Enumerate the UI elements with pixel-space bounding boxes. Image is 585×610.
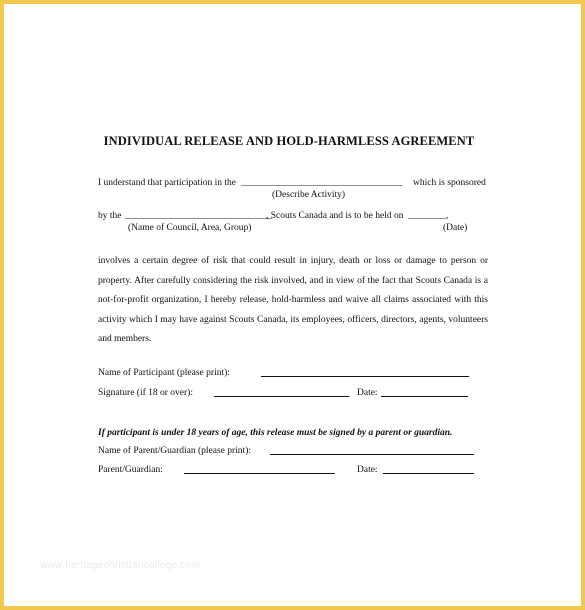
guardian-signature-line[interactable]	[184, 473, 335, 474]
date-label: Date:	[357, 388, 378, 398]
council-blank: _______________________________	[125, 211, 273, 221]
document-title: INDIVIDUAL RELEASE AND HOLD-HARMLESS AGREEMENT	[103, 134, 475, 148]
date-caption: (Date)	[443, 223, 468, 233]
activity-blank: __________________________________	[241, 178, 403, 188]
signature-line[interactable]	[214, 396, 349, 397]
watermark: www.heritagechristiancollege.com	[40, 560, 201, 571]
held-on-text: , Scouts Canada and is to be held on	[266, 211, 404, 221]
date-blank: ________,	[408, 211, 449, 221]
sponsored-suffix: which is sponsored	[413, 178, 486, 188]
activity-caption: (Describe Activity)	[272, 190, 346, 200]
guardian-signature-label: Parent/Guardian:	[98, 465, 163, 475]
guardian-date-line[interactable]	[383, 473, 474, 474]
guardian-note: If participant is under 18 years of age, this release must be signed by a parent or guardian.	[98, 428, 453, 438]
participant-name-line[interactable]	[261, 376, 469, 377]
participation-prefix: I understand that participation in the	[98, 178, 236, 188]
document-page	[4, 4, 581, 606]
release-paragraph: involves a certain degree of risk that could result in injury, death or loss or damage to person or property. After carefully considering the risk involved, and in view of the fact that Scouts Canada is a not-for-profit organization, I hereby release, hold-harmless and waive all claims associated with this activity which I may have against Scouts Canada, its employees, officers, directors, agents, volunteers and members.	[98, 256, 488, 344]
signature-label: Signature (if 18 or over):	[98, 388, 193, 398]
council-caption: (Name of Council, Area, Group)	[128, 223, 252, 233]
guardian-date-label: Date:	[357, 465, 378, 475]
participant-name-label: Name of Participant (please print):	[98, 368, 230, 378]
guardian-name-line[interactable]	[270, 454, 474, 455]
guardian-name-label: Name of Parent/Guardian (please print):	[98, 446, 251, 456]
date-line[interactable]	[381, 396, 468, 397]
by-the-prefix: by the	[98, 211, 122, 221]
